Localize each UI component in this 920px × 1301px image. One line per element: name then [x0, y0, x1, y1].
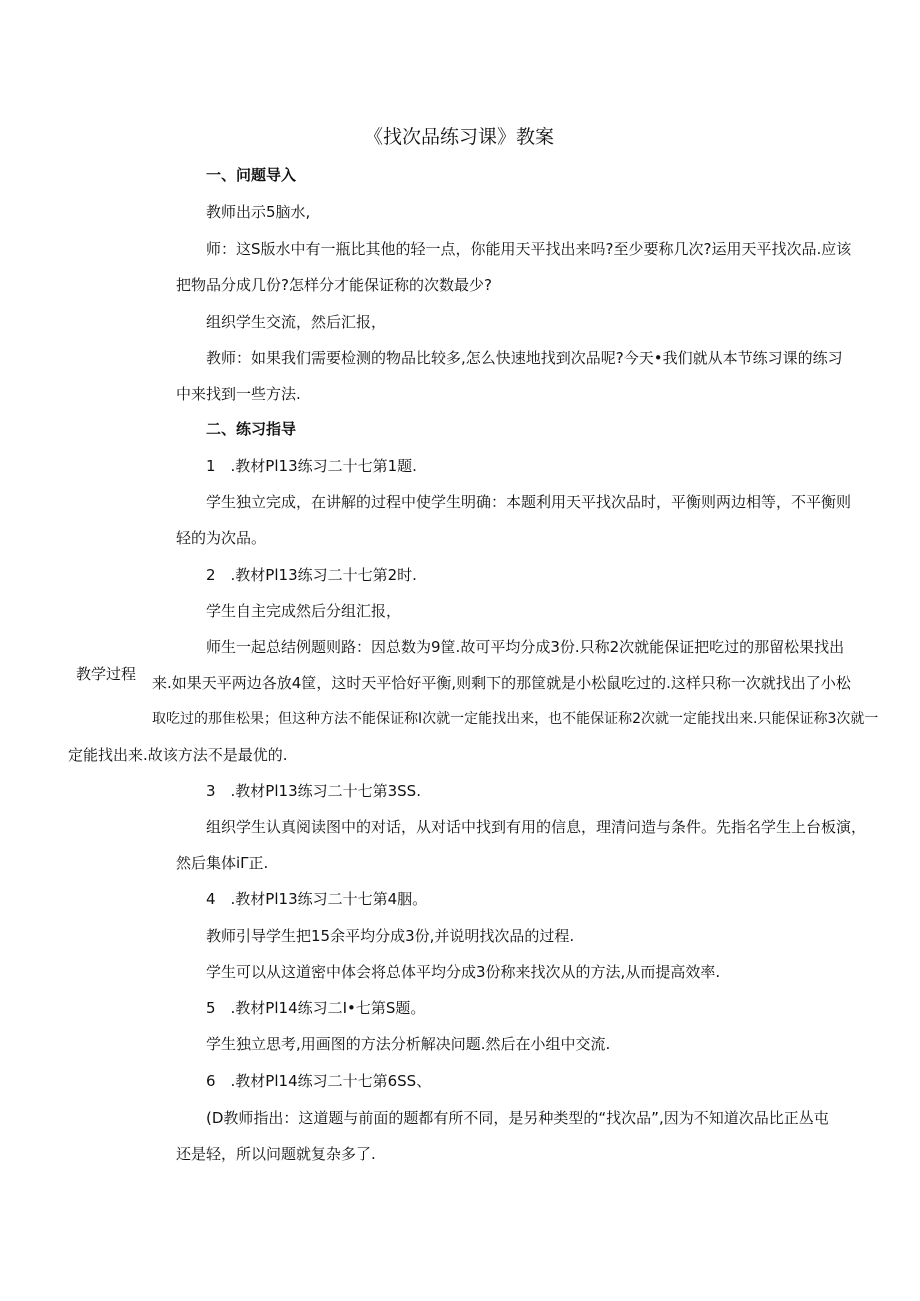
document-title: 《找次品练习课》教案 [364, 126, 555, 148]
paragraph-line: 教师引导学生把15余平均分成3份,并说明找次品的过程. [206, 927, 575, 945]
paragraph-line: 学生独立完成，在讲解的过程中使学生明确：本题利用天平找次品时，平衡则两边相等，不平衡则 [206, 493, 852, 511]
exercise-item: 4 .教材Pl13练习二十七第4胭。 [206, 890, 428, 908]
paragraph-line: 组织学生交流，然后汇报， [206, 313, 387, 331]
paragraph-line: 教师出示5脑水, [206, 203, 311, 221]
exercise-item: 6 .教材Pl14练习二十七第6SS、 [206, 1072, 432, 1090]
exercise-item: 5 .教材Pl14练习二I•七第S题。 [206, 999, 426, 1017]
paragraph-line: 中来找到一些方法. [176, 385, 301, 403]
exercise-item: 2 .教材Pl13练习二十七第2时. [206, 566, 417, 584]
section-heading-practice: 二、练习指导 [206, 420, 297, 438]
paragraph-line: 还是轻，所以问题就复杂多了. [176, 1145, 376, 1163]
exercise-item: 1 .教材Pl13练习二十七第1题. [206, 457, 417, 475]
paragraph-line: 师：这S版水中有一瓶比其他的轻一点，你能用天平找出来吗?至少要称几次?运用天平找次品.应该 [206, 240, 852, 258]
paragraph-line: 定能找出来.故该方法不是最优的. [68, 746, 288, 764]
exercise-item: 3 .教材Pl13练习二十七第3SS. [206, 782, 421, 800]
paragraph-line: (D教师指出：这道题与前面的题都有所不同，是另种类型的“找次品”,因为不知道次品比正丛屯 [206, 1109, 829, 1127]
paragraph-line: 教师：如果我们需要检测的物品比较多,怎么快速地找到次品呢?今天•我们就从本节练习课的练习 [206, 349, 843, 367]
section-heading-intro: 一、问题导入 [206, 166, 297, 184]
paragraph-line: 学生独立思考,用画图的方法分析解决问题.然后在小组中交流. [206, 1035, 611, 1053]
paragraph-line: 学生自主完成然后分组汇报， [206, 602, 402, 620]
paragraph-line: 师生一起总结例题则路：因总数为9筐.故可平均分成3份.只称2次就能保证把吃过的那留松果找出 [206, 638, 845, 656]
side-label-teaching-process: 教学过程 [76, 665, 137, 683]
paragraph-line: 取吃过的那隹松果；但这种方法不能保证称I次就一定能找出来，也不能保证称2次就一定能找出来.只能保证称3次就一 [152, 711, 879, 727]
paragraph-line: 然后集体iΓ正. [176, 854, 269, 872]
paragraph-line: 把物品分成几份?怎样分才能保证称的次数最少? [176, 276, 492, 294]
paragraph-line: 学生可以从这道密中体会将总体平均分成3份称来找次从的方法,从而提高效率. [206, 963, 721, 981]
paragraph-line: 轻的为次品。 [176, 529, 267, 547]
paragraph-line: 来.如果天平两边各放4筐，这时天平恰好平衡,则剩下的那筐就是小松鼠吃过的.这样只称一次就找出了小松 [152, 674, 851, 692]
paragraph-line: 组织学生认真阅读图中的对话，从对话中找到有用的信息，理清问造与条件。先指名学生上台板演， [206, 818, 867, 836]
